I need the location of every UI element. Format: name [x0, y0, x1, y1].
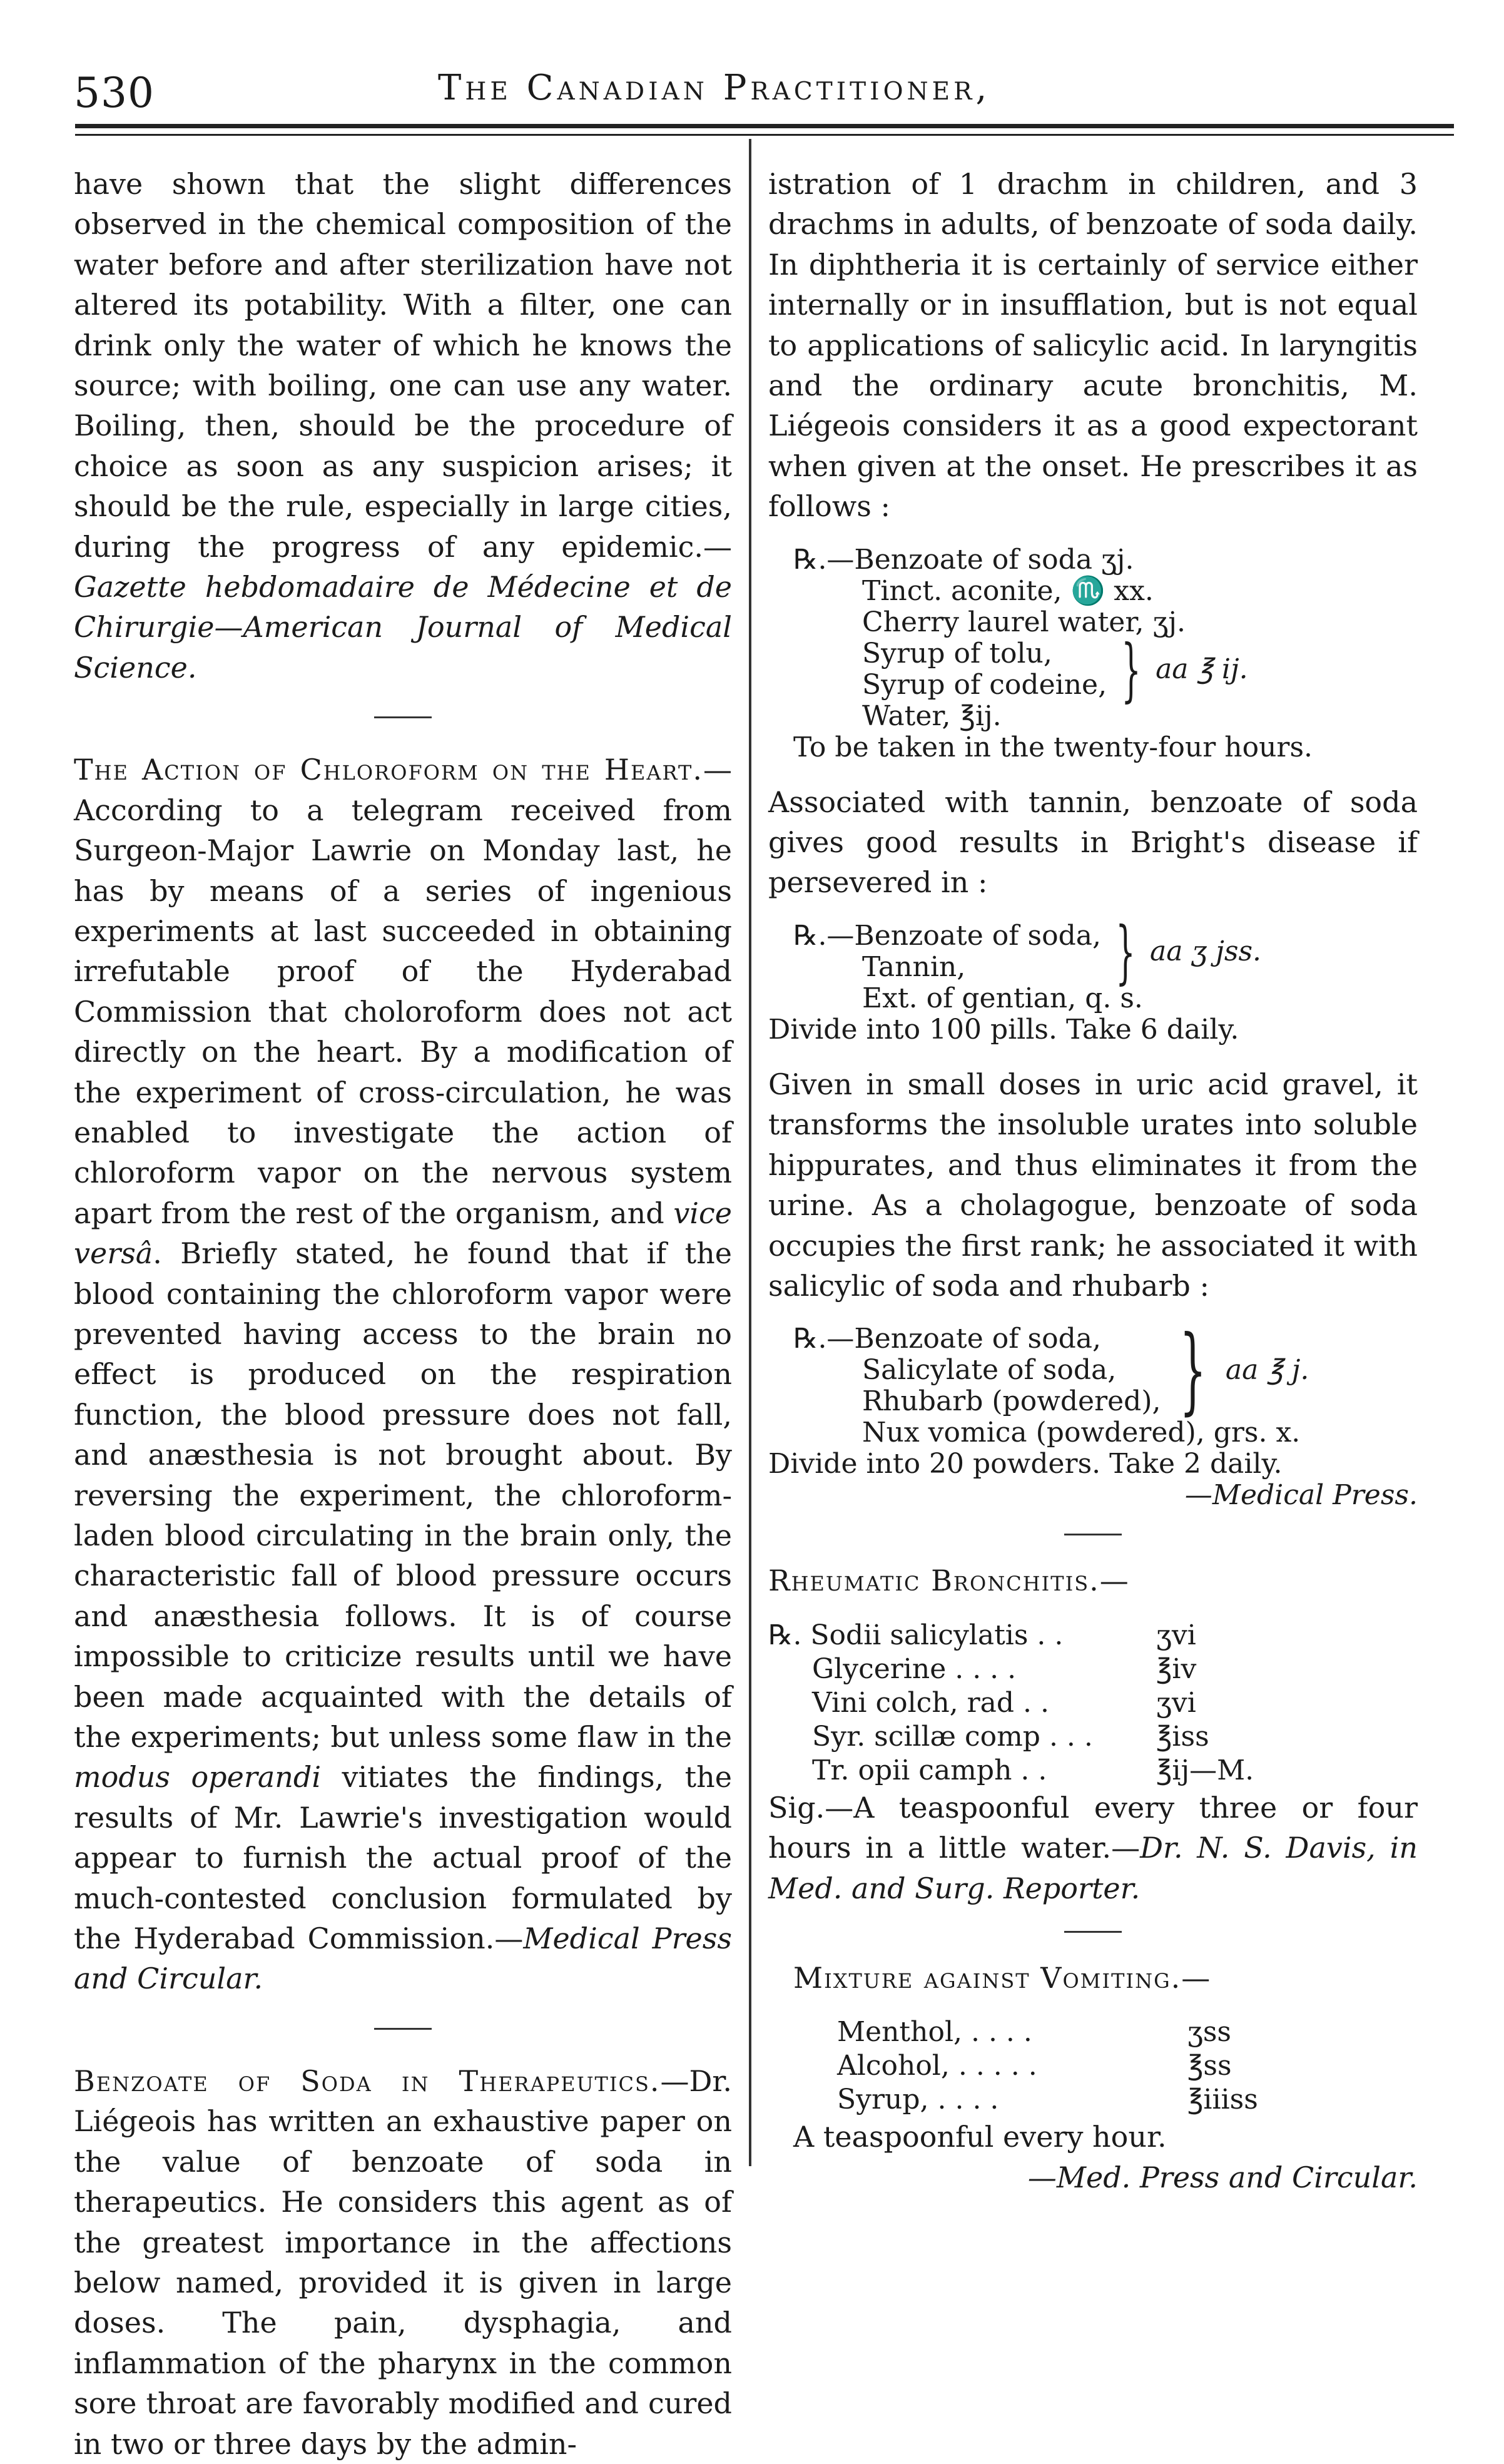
- rx3-source: —Medical Press.: [1184, 1479, 1418, 1512]
- ingredient-row: [837, 2015, 1418, 2049]
- rx3-line-1b: Salicylate of soda,: [862, 1354, 1117, 1387]
- vomiting-sig: A teaspoonful every hour.: [793, 2120, 1167, 2154]
- ingredient-amount: ʒvi: [1156, 1686, 1196, 1719]
- chloroform-text-a: —According to a telegram received from Surgeon-Major Lawrie on Monday last, he has by means of a series of ingenious experiments at last succeeded in obtaining irrefutable proof of the Hyderabad Commission that choloroform does not act directly on the heart. By a modification of the experiment of cross-circulation, he was enabled to investigate the action of chloroform vapor on the nervous system apart from the rest of the organism, and: [74, 753, 732, 1230]
- ingredient-name: ℞. Sodii salicylatis . .: [768, 1619, 1064, 1651]
- ingredient-name: Glycerine . . . .: [812, 1652, 1017, 1685]
- ingredient-name: Syr. scillæ comp . . .: [812, 1720, 1093, 1753]
- prescription-5: [768, 2015, 1418, 2117]
- rx1-sig: To be taken in the twenty-four hours.: [793, 731, 1313, 763]
- ingredient-amount: ℥iiiss: [1187, 2084, 1258, 2116]
- chloroform-modus-operandi: modus operandi: [74, 1760, 322, 1795]
- header-rule-thin: [75, 134, 1454, 136]
- article-continuation: [74, 164, 732, 688]
- chloroform-text-c: vitiates the findings, the results of Mr. Lawrie's investigation would appear to furnish the actual proof of the much-contested conclusion formulated by the Hyderabad Commission.—: [74, 1760, 732, 1956]
- chloroform-vice-versa: vice versâ: [74, 1196, 732, 1271]
- benzoate-continuation: istration of 1 drachm in children, and 3 drachms in adults, of benzoate of soda daily. In diphtheria it is certainly of service either internally or in insufflation, but is not equal to applications of salicylic acid. In laryngitis and the ordinary acute bronchitis, M. Liégeois considers it as a good expectorant when given at the onset. He prescribes it as follows :: [768, 167, 1418, 524]
- ingredient-row: [837, 2083, 1418, 2117]
- uric-acid-para: Given in small doses in uric acid gravel, it transforms the insoluble urates into soluble hippurates, and thus eliminates it from the urine. As a cholagogue, benzoate of soda occupies the first rank; he associated it with salicylic of soda and rhubarb :: [768, 1067, 1418, 1303]
- vomiting-source: —Med. Press and Circular.: [1027, 2160, 1418, 2194]
- ingredient-name: Menthol, . . . .: [837, 2016, 1032, 2049]
- rheumatic-heading-text: Rheumatic Bronchitis.—: [768, 1564, 1130, 1598]
- continuation-source: Gazette hebdomadaire de Médecine et de Chirurgie—American Journal of Medical Science.: [74, 570, 732, 685]
- article-heading-rheumatic: [768, 1560, 1418, 1601]
- rx1-amount: aa ℥ ij.: [1156, 653, 1248, 685]
- rx2-brace-group: [768, 911, 1418, 992]
- ingredient-row: [768, 1619, 1418, 1652]
- section-separator: [374, 716, 432, 718]
- ingredient-amount: ʒvi: [1156, 1619, 1196, 1651]
- benzoate-tannin-para: Associated with tannin, benzoate of soda gives good results in Bright's disease if persevered in :: [768, 785, 1418, 900]
- chloroform-source: Medical Press and Circular.: [74, 1922, 732, 1996]
- rheumatic-sig: [768, 1788, 1418, 1908]
- ingredient-amount: ℥ss: [1187, 2050, 1232, 2082]
- chloroform-text-b: . Briefly stated, he found that if the blood containing the chloroform vapor were prevented having access to the brain no effect is produced on the respiration function, the blood pressure does not fall, and anæsthesia is not brought about. By reversing the experiment, the chloroform-laden blood circulating in the brain only, the characteristic fall of blood pressure occurs and anæsthesia follows. It is of course impossible to criticize results until we have been made acquainted with the details of the experiments; but unless some flaw in the: [74, 1236, 732, 1754]
- rx2-line-1b: Tannin,: [862, 950, 966, 983]
- ingredient-amount: ʒss: [1187, 2016, 1231, 2049]
- prescription-1: [768, 544, 1418, 763]
- right-brace-icon: }: [1115, 911, 1136, 992]
- ingredient-name: Vini colch, rad . .: [812, 1686, 1050, 1719]
- header-rule-thick: [75, 124, 1454, 128]
- ingredient-row: [837, 2049, 1418, 2083]
- ingredient-name: Alcohol, . . . . .: [837, 2050, 1037, 2082]
- section-separator: [1064, 1534, 1122, 1535]
- ingredient-name: Tr. opii camph . .: [812, 1754, 1047, 1786]
- article-heading-vomiting: [768, 1958, 1418, 1998]
- rx3-amount: aa ℥ j.: [1225, 1354, 1309, 1387]
- rx3-brace-group: [768, 1316, 1418, 1425]
- ingredient-name: Syrup, . . . .: [837, 2084, 999, 2116]
- rx1-line-1: ℞.—Benzoate of soda ʒj.: [793, 543, 1134, 576]
- rx1-brace-group: [768, 629, 1418, 710]
- running-head-title: The Canadian Practitioner,: [438, 68, 991, 108]
- rx3-sig: Divide into 20 powders. Take 2 daily.: [768, 1448, 1283, 1480]
- column-divider: [749, 139, 751, 2166]
- rx3-line-1c: Rhubarb (powdered),: [862, 1385, 1161, 1418]
- rheumatic-source: Dr. N. S. Davis, in Med. and Surg. Reporter.: [768, 1831, 1418, 1905]
- vomiting-heading-text: Mixture against Vomiting.—: [793, 1960, 1212, 1995]
- ingredient-amount: ℥ij—M.: [1156, 1754, 1254, 1786]
- article-chloroform: [74, 750, 732, 1999]
- ingredient-row: [768, 1720, 1418, 1754]
- rx1-line-2: Tinct. aconite, ♏ xx.: [862, 574, 1154, 607]
- right-brace-icon: }: [1121, 629, 1141, 710]
- left-column: [74, 164, 732, 2464]
- rx1-line-4b: Syrup of codeine,: [862, 668, 1107, 701]
- benzoate-text: —Dr. Liégeois has written an exhaustive paper on the value of benzoate of soda in therapeutics. He considers this agent as of the greatest importance in the affections below named, provided it is given in large doses. The pain, dysphagia, and inflammation of the pharynx in the common sore throat are favorably modified and cured in two or three days by the admin-: [74, 2064, 732, 2461]
- rx2-line-2: Ext. of gentian, q. s.: [862, 982, 1143, 1014]
- ingredient-amount: ℥iv: [1156, 1652, 1197, 1685]
- rx2-sig: Divide into 100 pills. Take 6 daily.: [768, 1013, 1239, 1046]
- rx2-amount: aa ʒ jss.: [1149, 935, 1262, 967]
- section-separator: [374, 2028, 432, 2030]
- rx1-line-5: Water, ℥ij.: [862, 700, 1002, 732]
- right-brace-icon: }: [1179, 1316, 1207, 1425]
- article-heading-benzoate: Benzoate of Soda in Therapeutics.: [74, 2064, 661, 2098]
- rx1-line-4a: Syrup of tolu,: [862, 637, 1052, 669]
- prescription-2: [768, 911, 1418, 1046]
- rx3-line-2: Nux vomica (powdered), grs. x.: [862, 1417, 1301, 1449]
- rx2-line-1a: ℞.—Benzoate of soda,: [793, 919, 1101, 952]
- ingredient-row: [768, 1754, 1418, 1788]
- section-separator: [1064, 1931, 1122, 1933]
- continuation-text: have shown that the slight differences observed in the chemical composition of the water before and after sterilization have not altered its potability. With a filter, one can drink only the water of which he knows the source; with boiling, one can use any water. Boiling, then, should be the procedure of choice as soon as any suspicion arises; it should be the rule, especially in large cities, during the progress of any epidemic.—: [74, 167, 732, 564]
- article-benzoate: [74, 2061, 732, 2464]
- prescription-3: [768, 1316, 1418, 1512]
- rx3-line-1a: ℞.—Benzoate of soda,: [793, 1323, 1101, 1355]
- rheumatic-sig-text: Sig.—A teaspoonful every three or four hours in a little water.—: [768, 1790, 1418, 1865]
- ingredient-amount: ℥iss: [1156, 1720, 1209, 1753]
- rx1-line-3: Cherry laurel water, ʒj.: [862, 606, 1186, 638]
- article-heading-chloroform: The Action of Chloroform on the Heart.: [74, 753, 703, 787]
- page-number: 530: [74, 69, 155, 117]
- ingredient-row: [768, 1652, 1418, 1686]
- right-column: [768, 164, 1418, 2197]
- prescription-4: [768, 1619, 1418, 1788]
- ingredient-row: [768, 1686, 1418, 1720]
